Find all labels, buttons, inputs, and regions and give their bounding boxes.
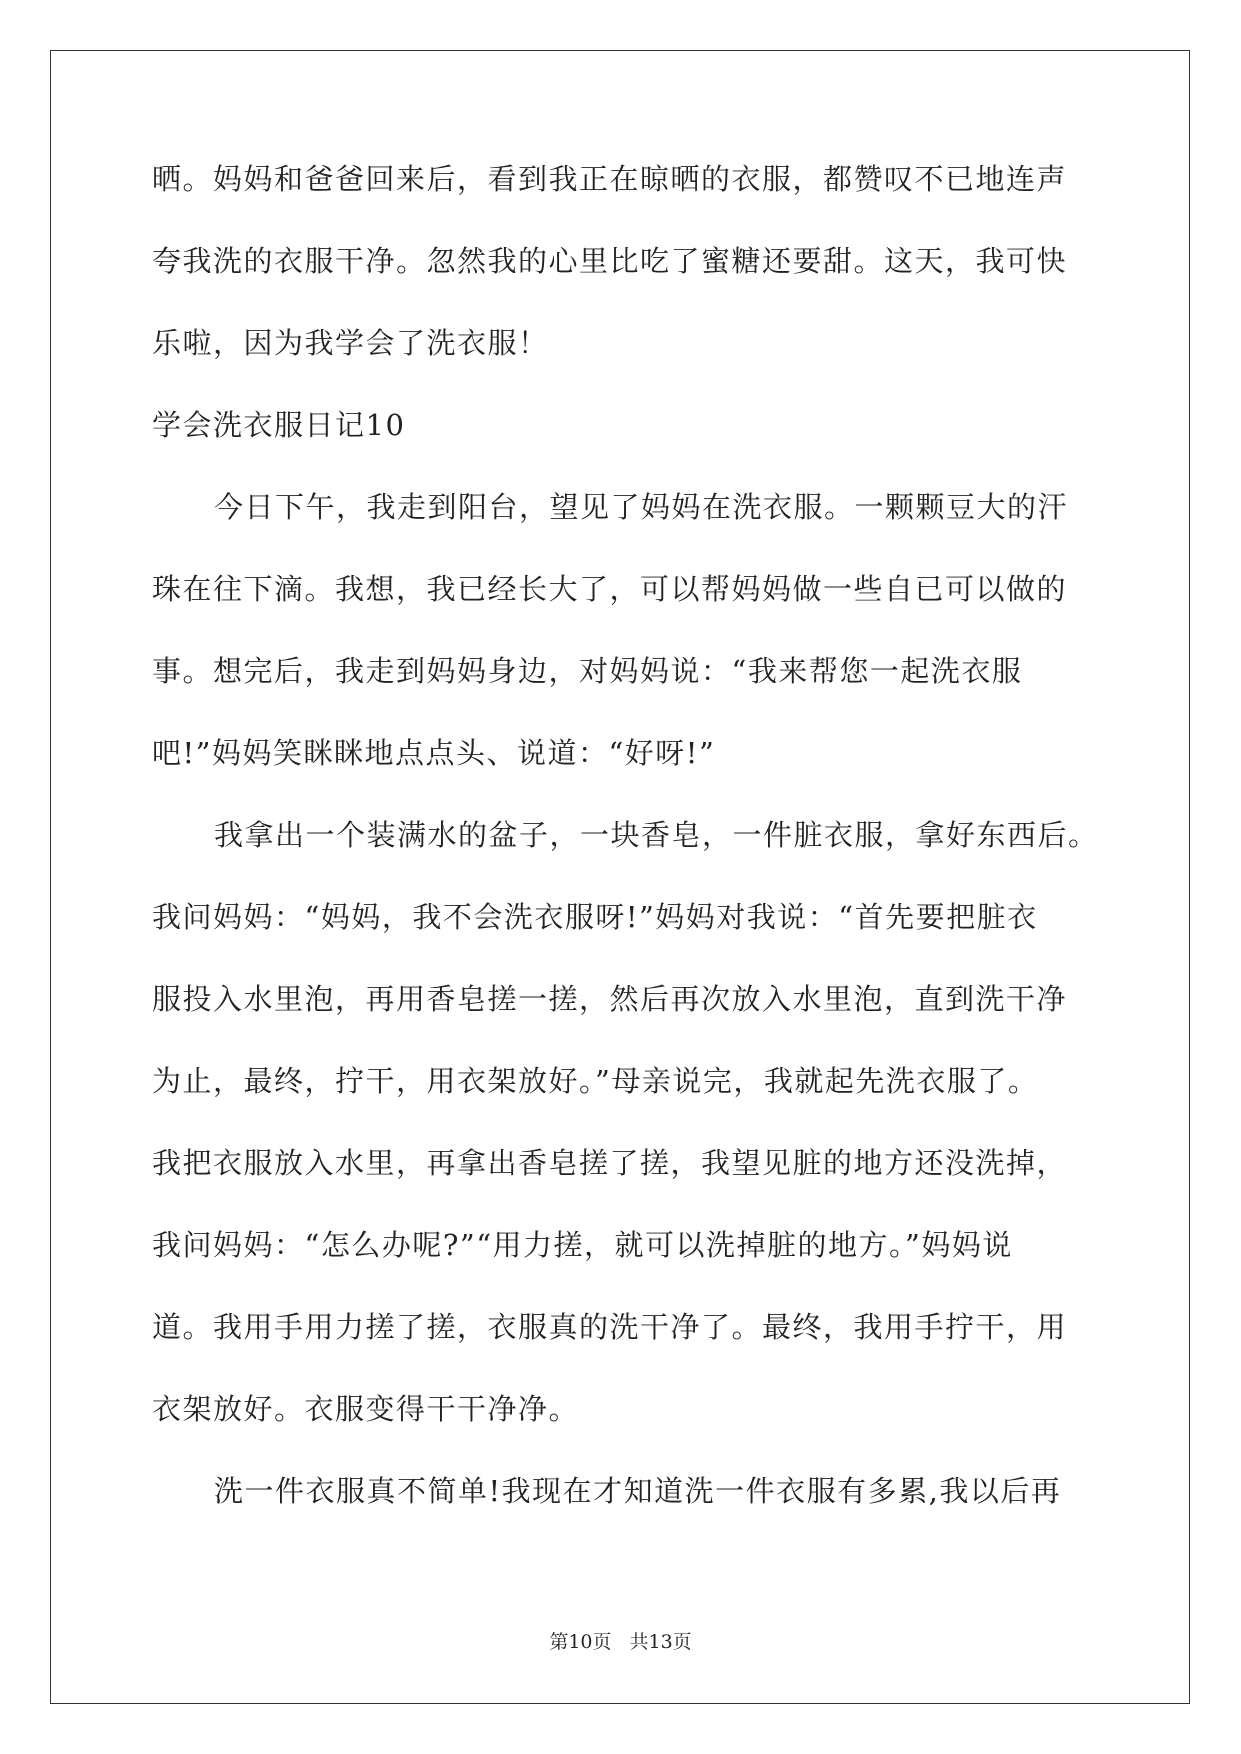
text-line: 我问妈妈：“怎么办呢?”“用力搓，就可以洗掉脏的地方。”妈妈说 [152, 1228, 1013, 1262]
paragraph-start-line: 洗一件衣服真不简单!我现在才知道洗一件衣服有多累,我以后再 [214, 1474, 1062, 1508]
document-body [152, 154, 1099, 1548]
text-line: 衣架放好。衣服变得干干净净。 [152, 1392, 580, 1426]
text-line: 珠在往下滴。我想，我已经长大了，可以帮妈妈做一些自已可以做的 [152, 572, 1068, 606]
text-line: 为止，最终，拧干，用衣架放好。”母亲说完，我就起先洗衣服了。 [152, 1064, 1039, 1098]
text-line: 服投入水里泡，再用香皂搓一搓，然后再次放入水里泡，直到洗干净 [152, 982, 1068, 1016]
text-line: 事。想完后，我走到妈妈身边，对妈妈说：“我来帮您一起洗衣服 [152, 654, 1023, 688]
page-total: 共13页 [629, 1631, 692, 1653]
text-line: 晒。妈妈和爸爸回来后，看到我正在晾晒的衣服，都赞叹不已地连声 [152, 162, 1068, 196]
paragraph-start-line: 今日下午，我走到阳台，望见了妈妈在洗衣服。一颗颗豆大的汗 [214, 490, 1069, 524]
text-line: 吧!”妈妈笑眯眯地点点头、说道：“好呀!” [152, 736, 716, 770]
text-line: 我问妈妈：“妈妈，我不会洗衣服呀!”妈妈对我说：“首先要把脏衣 [152, 900, 1038, 934]
section-heading: 学会洗衣服日记10 [152, 408, 406, 442]
paragraph-start-line: 我拿出一个装满水的盆子，一块香皂，一件脏衣服，拿好东西后。 [214, 818, 1099, 852]
page-number: 第10页 [549, 1631, 612, 1653]
text-line: 我把衣服放入水里，再拿出香皂搓了搓，我望见脏的地方还没洗掉， [152, 1146, 1068, 1180]
text-line: 夸我洗的衣服干净。忽然我的心里比吃了蜜糖还要甜。这天，我可快 [152, 244, 1068, 278]
text-line: 乐啦，因为我学会了洗衣服！ [152, 326, 549, 360]
text-line: 道。我用手用力搓了搓，衣服真的洗干净了。最终，我用手拧干，用 [152, 1310, 1068, 1344]
page-footer [0, 1627, 1241, 1654]
